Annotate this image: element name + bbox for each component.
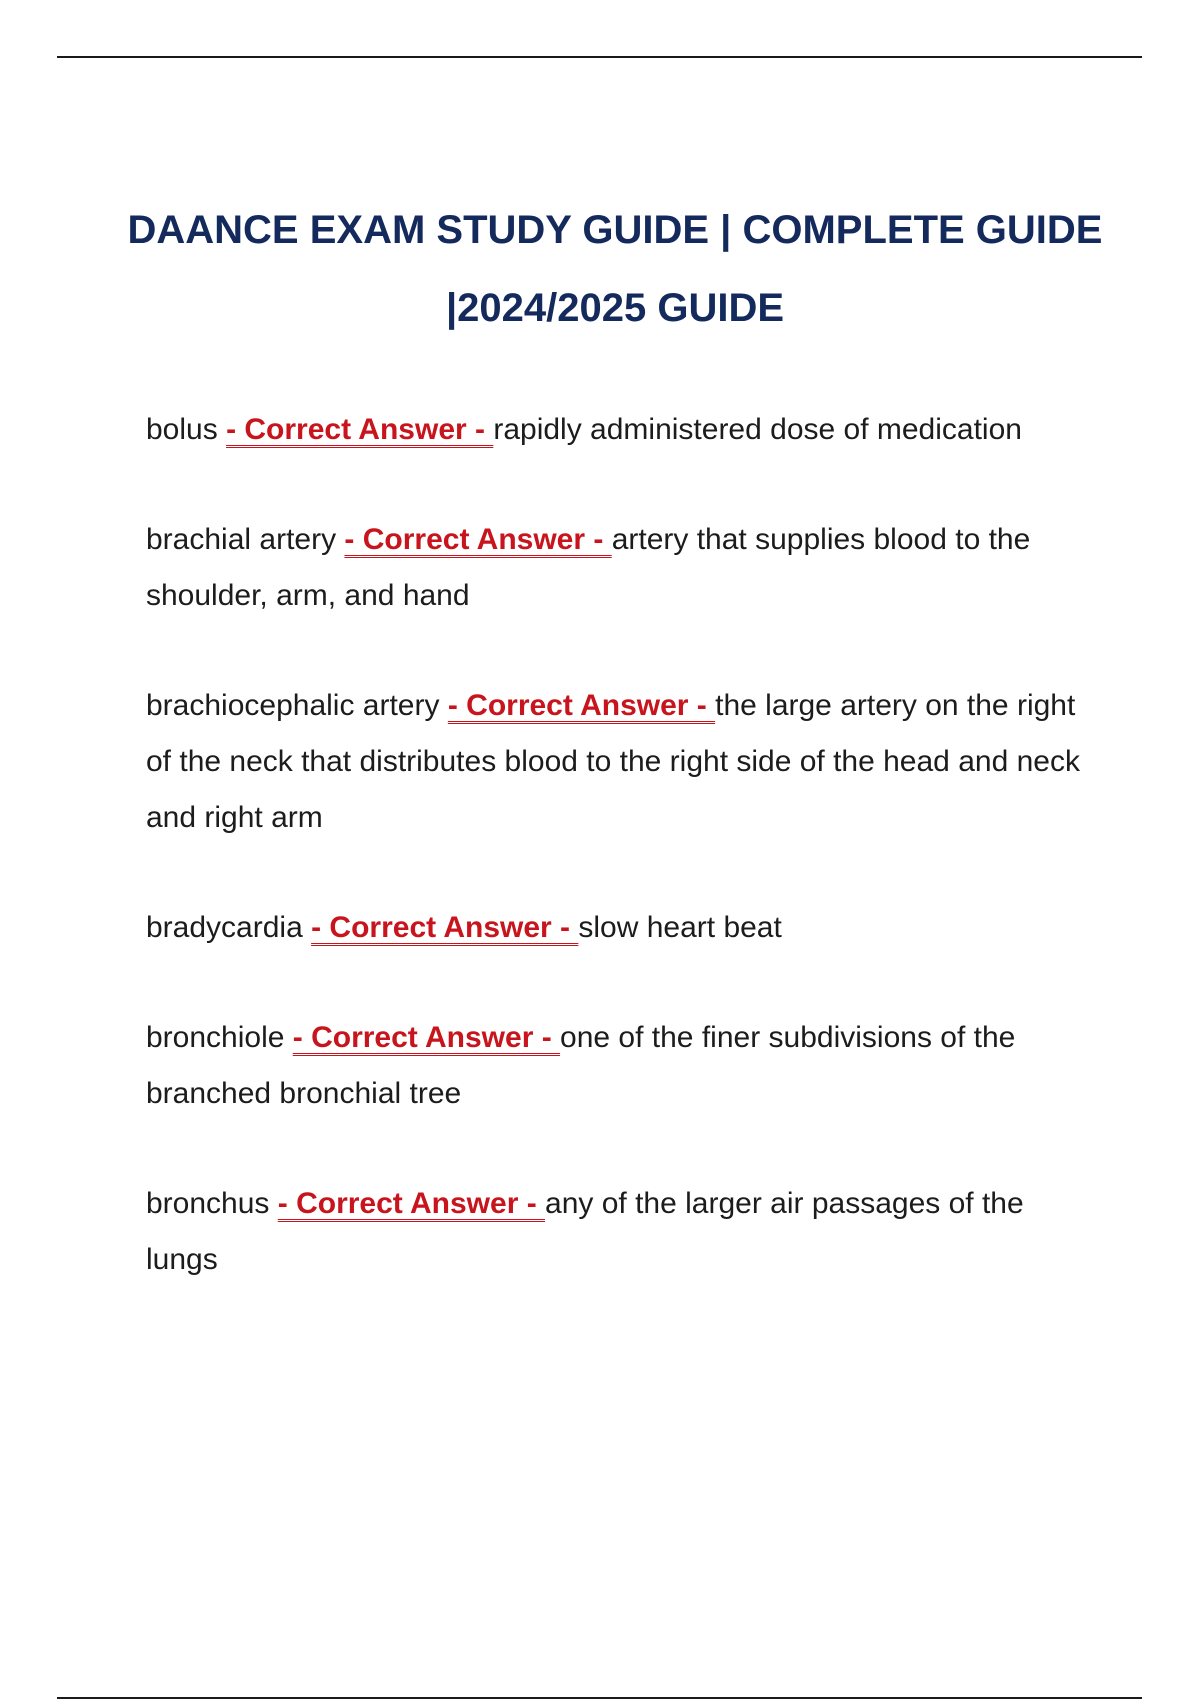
list-item [146,678,1096,846]
entry-term: bolus [146,413,227,446]
entry-definition: slow heart beat [578,911,782,944]
flashcard-list [146,402,1096,1342]
correct-answer-marker: - Correct Answer - [344,523,612,556]
correct-answer-marker: - Correct Answer - [447,689,716,722]
correct-answer-marker: - Correct Answer - [311,911,579,944]
entry-definition: artery that supplies blood to the shoulder, arm, and hand [146,523,1031,612]
list-item [146,900,1096,956]
entry-definition: the large artery on the right of the neck that distributes blood to the right side of the head and neck and right arm [146,689,1080,834]
entry-definition: one of the finer subdivisions of the branched bronchial tree [146,1021,1016,1110]
header-rule [57,56,1142,58]
list-item [146,402,1096,458]
correct-answer-marker: - Correct Answer - [292,1021,561,1054]
correct-answer-marker: - Correct Answer - [277,1187,546,1220]
entry-definition: any of the larger air passages of the lungs [146,1187,1024,1276]
entry-term: bradycardia [146,911,312,944]
entry-term: bronchiole [146,1021,293,1054]
entry-term: brachiocephalic artery [146,689,448,722]
entry-term: brachial artery [146,523,345,556]
correct-answer-marker: - Correct Answer - [226,413,494,446]
list-item [146,1010,1096,1122]
page-title: DAANCE EXAM STUDY GUIDE | COMPLETE GUIDE |2024/2025 GUIDE [127,208,1103,330]
list-item [146,512,1096,624]
entry-definition: rapidly administered dose of medication [493,413,1022,446]
list-item [146,1176,1096,1288]
footer-rule [57,1697,1142,1699]
entry-term: bronchus [146,1187,278,1220]
